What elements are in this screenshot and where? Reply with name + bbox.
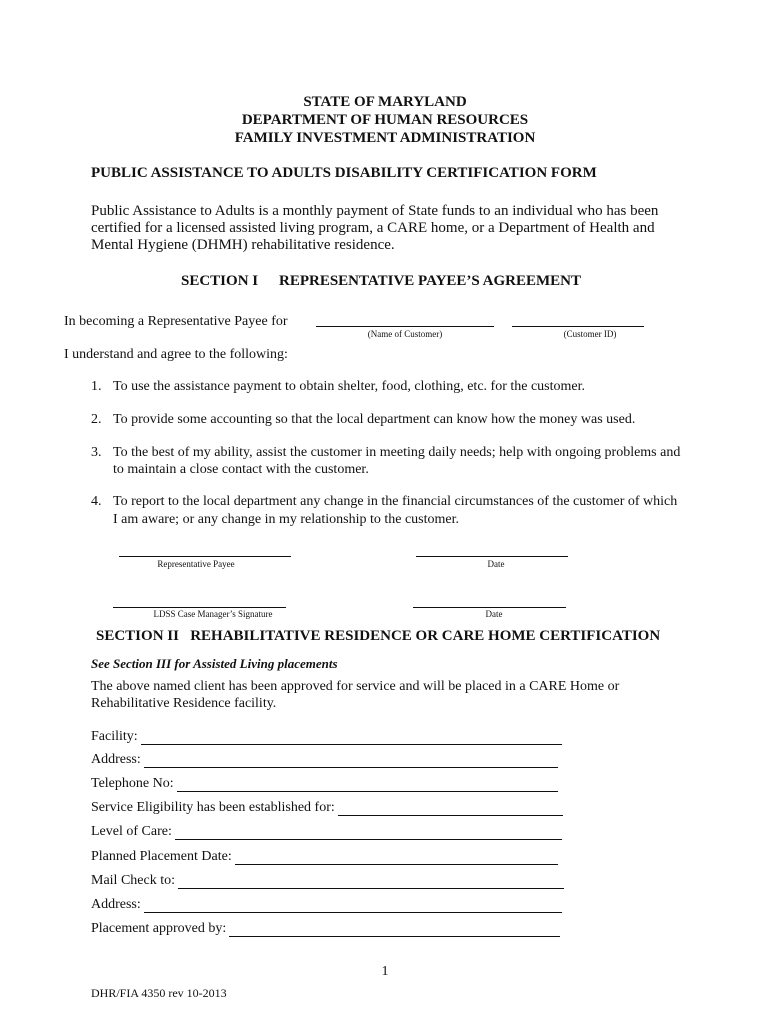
intro-line: Mental Hygiene (DHMH) rehabilitative residence. [91, 237, 395, 253]
item-text: to maintain a close contact with the customer. [113, 462, 369, 477]
field-input-line[interactable] [178, 875, 564, 889]
field-input-line[interactable] [338, 802, 563, 816]
field-input-line[interactable] [144, 754, 558, 768]
section1-number: SECTION I [181, 273, 259, 289]
payee-signature-caption: Representative Payee [157, 559, 235, 569]
header-administration: FAMILY INVESTMENT ADMINISTRATION [234, 130, 536, 146]
id-caption: (Customer ID) [563, 329, 617, 339]
payee-text: In becoming a Representative Payee for [64, 314, 288, 329]
form-footer: DHR/FIA 4350 rev 10-2013 [91, 986, 227, 1000]
field-label: Facility: [91, 729, 138, 744]
section2-title: SECTION II REHABILITATIVE RESIDENCE OR CARE HOME CERTIFICATION [96, 628, 661, 644]
item-text: To use the assistance payment to obtain shelter, food, clothing, etc. for the customer. [113, 379, 586, 394]
page-number: 1 [381, 964, 389, 979]
agree-text: I understand and agree to the following: [64, 347, 288, 362]
item-text: I am aware; or any change in my relationship to the customer. [113, 512, 460, 527]
field-input-line[interactable] [229, 923, 560, 937]
item-text: To provide some accounting so that the local department can know how the money was used. [113, 412, 636, 427]
form-field[interactable] [91, 848, 558, 865]
section2-para: Rehabilitative Residence facility. [91, 696, 277, 711]
date-caption: Date [487, 559, 505, 569]
item-number: 4. [91, 494, 102, 509]
field-input-line[interactable] [141, 731, 562, 745]
payee-date-field[interactable] [416, 556, 568, 557]
name-caption: (Name of Customer) [367, 329, 443, 339]
form-field[interactable] [91, 920, 560, 937]
case-manager-date-field[interactable] [413, 607, 566, 608]
item-number: 3. [91, 445, 102, 460]
form-field[interactable] [91, 872, 564, 889]
intro-line: Public Assistance to Adults is a monthly payment of State funds to an individual who has been [91, 203, 659, 219]
field-label: Telephone No: [91, 776, 174, 791]
form-field[interactable] [91, 728, 562, 745]
field-input-line[interactable] [235, 851, 558, 865]
item-text: To the best of my ability, assist the customer in meeting daily needs; help with ongoing problems and [113, 445, 681, 460]
form-field[interactable] [91, 775, 558, 792]
date-caption: Date [485, 609, 503, 619]
section2-note: See Section III for Assisted Living placements [91, 656, 338, 671]
field-label: Level of Care: [91, 824, 172, 839]
intro-line: certified for a licensed assisted living program, a CARE home, or a Department of Health and [91, 220, 655, 236]
field-label: Service Eligibility has been established for: [91, 800, 335, 815]
field-label: Planned Placement Date: [91, 849, 232, 864]
form-field[interactable] [91, 896, 562, 913]
item-number: 2. [91, 412, 102, 427]
field-label: Address: [91, 897, 141, 912]
item-number: 1. [91, 379, 102, 394]
customer-id-field[interactable] [512, 326, 644, 327]
field-label: Address: [91, 752, 141, 767]
form-title: PUBLIC ASSISTANCE TO ADULTS DISABILITY CERTIFICATION FORM [91, 165, 597, 181]
section1-title: REPRESENTATIVE PAYEE’S AGREEMENT [279, 273, 582, 289]
field-input-line[interactable] [144, 899, 562, 913]
field-label: Mail Check to: [91, 873, 175, 888]
form-field[interactable] [91, 823, 562, 840]
form-field[interactable] [91, 751, 558, 768]
case-manager-caption: LDSS Case Manager’s Signature [153, 609, 273, 619]
section2-para: The above named client has been approved for service and will be placed in a CARE Home or [91, 679, 620, 694]
customer-name-field[interactable] [316, 326, 494, 327]
payee-signature-field[interactable] [119, 556, 291, 557]
field-label: Placement approved by: [91, 921, 227, 936]
form-field[interactable] [91, 799, 563, 816]
case-manager-signature-field[interactable] [113, 607, 286, 608]
header-state: STATE OF MARYLAND [303, 94, 467, 110]
field-input-line[interactable] [175, 826, 562, 840]
header-department: DEPARTMENT OF HUMAN RESOURCES [241, 112, 529, 128]
field-input-line[interactable] [177, 778, 558, 792]
item-text: To report to the local department any change in the financial circumstances of the customer of which [113, 494, 678, 509]
